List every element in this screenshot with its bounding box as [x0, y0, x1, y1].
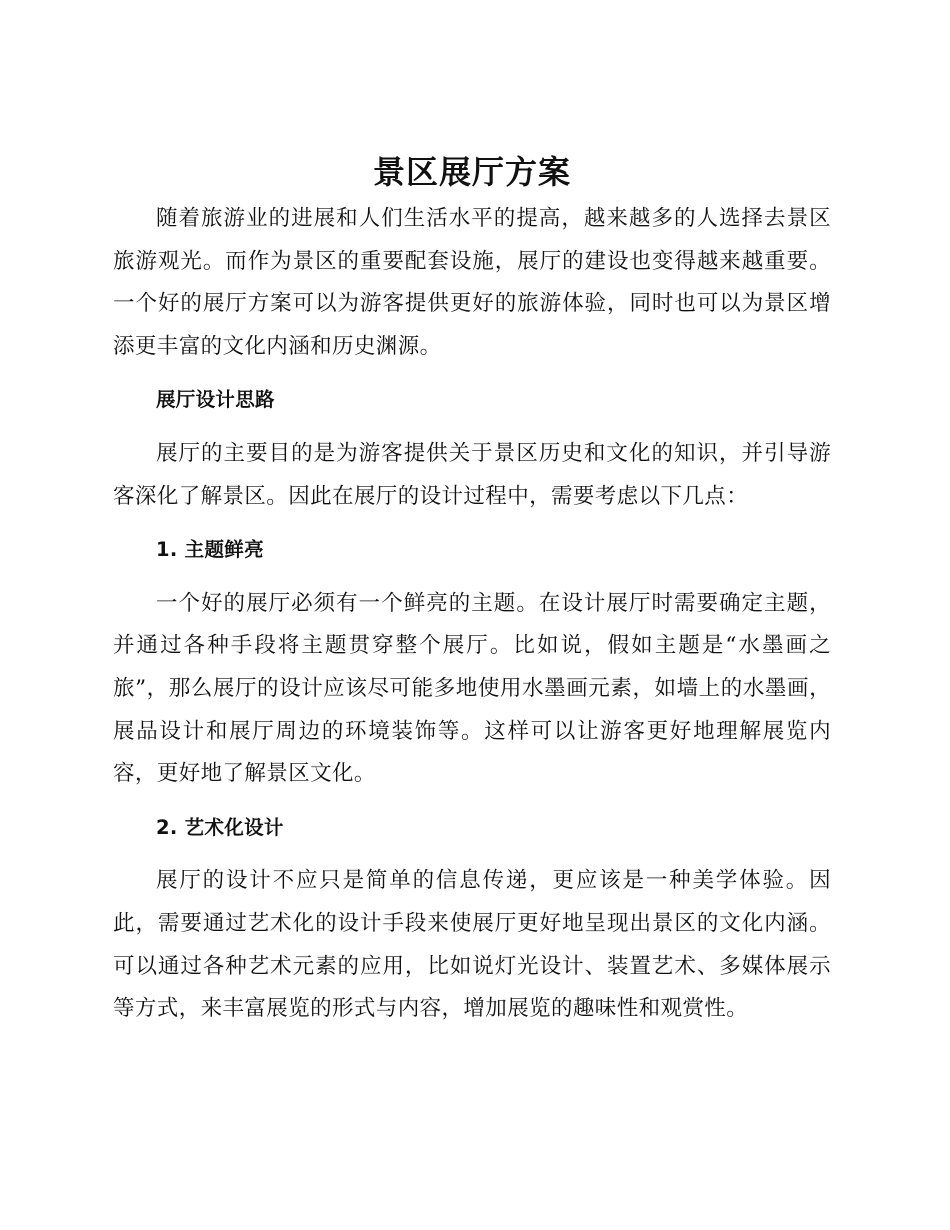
- spacer: [113, 368, 831, 379]
- section-body-artistic-design: 展厅的设计不应只是简单的信息传递，更应该是一种美学体验。因此，需要通过艺术化的设计手段来使展厅更好地呈现出景区的文化内涵。可以通过各种艺术元素的应用，比如说灯光设计、装置艺术、多媒体展示等方式，来丰富展览的形式与内容，增加展览的趣味性和观赏性。: [113, 868, 831, 1022]
- spacer: [113, 849, 831, 860]
- document-title: 景区展厅方案: [372, 153, 571, 191]
- section-body-theme: 一个好的展厅必须有一个鲜亮的主题。在设计展厅时需要确定主题，并通过各种手段将主题贯穿整个展厅。比如说，假如主题是“水墨画之旅”，那么展厅的设计应该尽可能多地使用水墨画元素，如墙上的水墨画，展品设计和展厅周边的环境装饰等。这样可以让游客更好地理解展览内容，更好地了解景区文化。: [113, 590, 831, 787]
- section-heading-artistic-design: 2. 艺术化设计: [156, 815, 284, 839]
- spacer: [113, 572, 831, 583]
- section-body-design-idea: 展厅的主要目的是为游客提供关于景区历史和文化的知识，并引导游客深化了解景区。因此在展厅的设计过程中，需要考虑以下几点：: [113, 440, 831, 509]
- section-heading-theme: 1. 主题鲜亮: [156, 538, 264, 562]
- spacer: [113, 796, 831, 807]
- section-heading-design-idea: 展厅设计思路: [156, 388, 275, 412]
- intro-paragraph: 随着旅游业的进展和人们生活水平的提高，越来越多的人选择去景区旅游观光。而作为景区的重要配套设施，展厅的建设也变得越来越重要。一个好的展厅方案可以为游客提供更好的旅游体验，同时也可以为景区增添更丰富的文化内涵和历史渊源。: [113, 206, 831, 359]
- document-content: [113, 148, 831, 1031]
- spacer: [113, 422, 831, 433]
- spacer: [113, 518, 831, 529]
